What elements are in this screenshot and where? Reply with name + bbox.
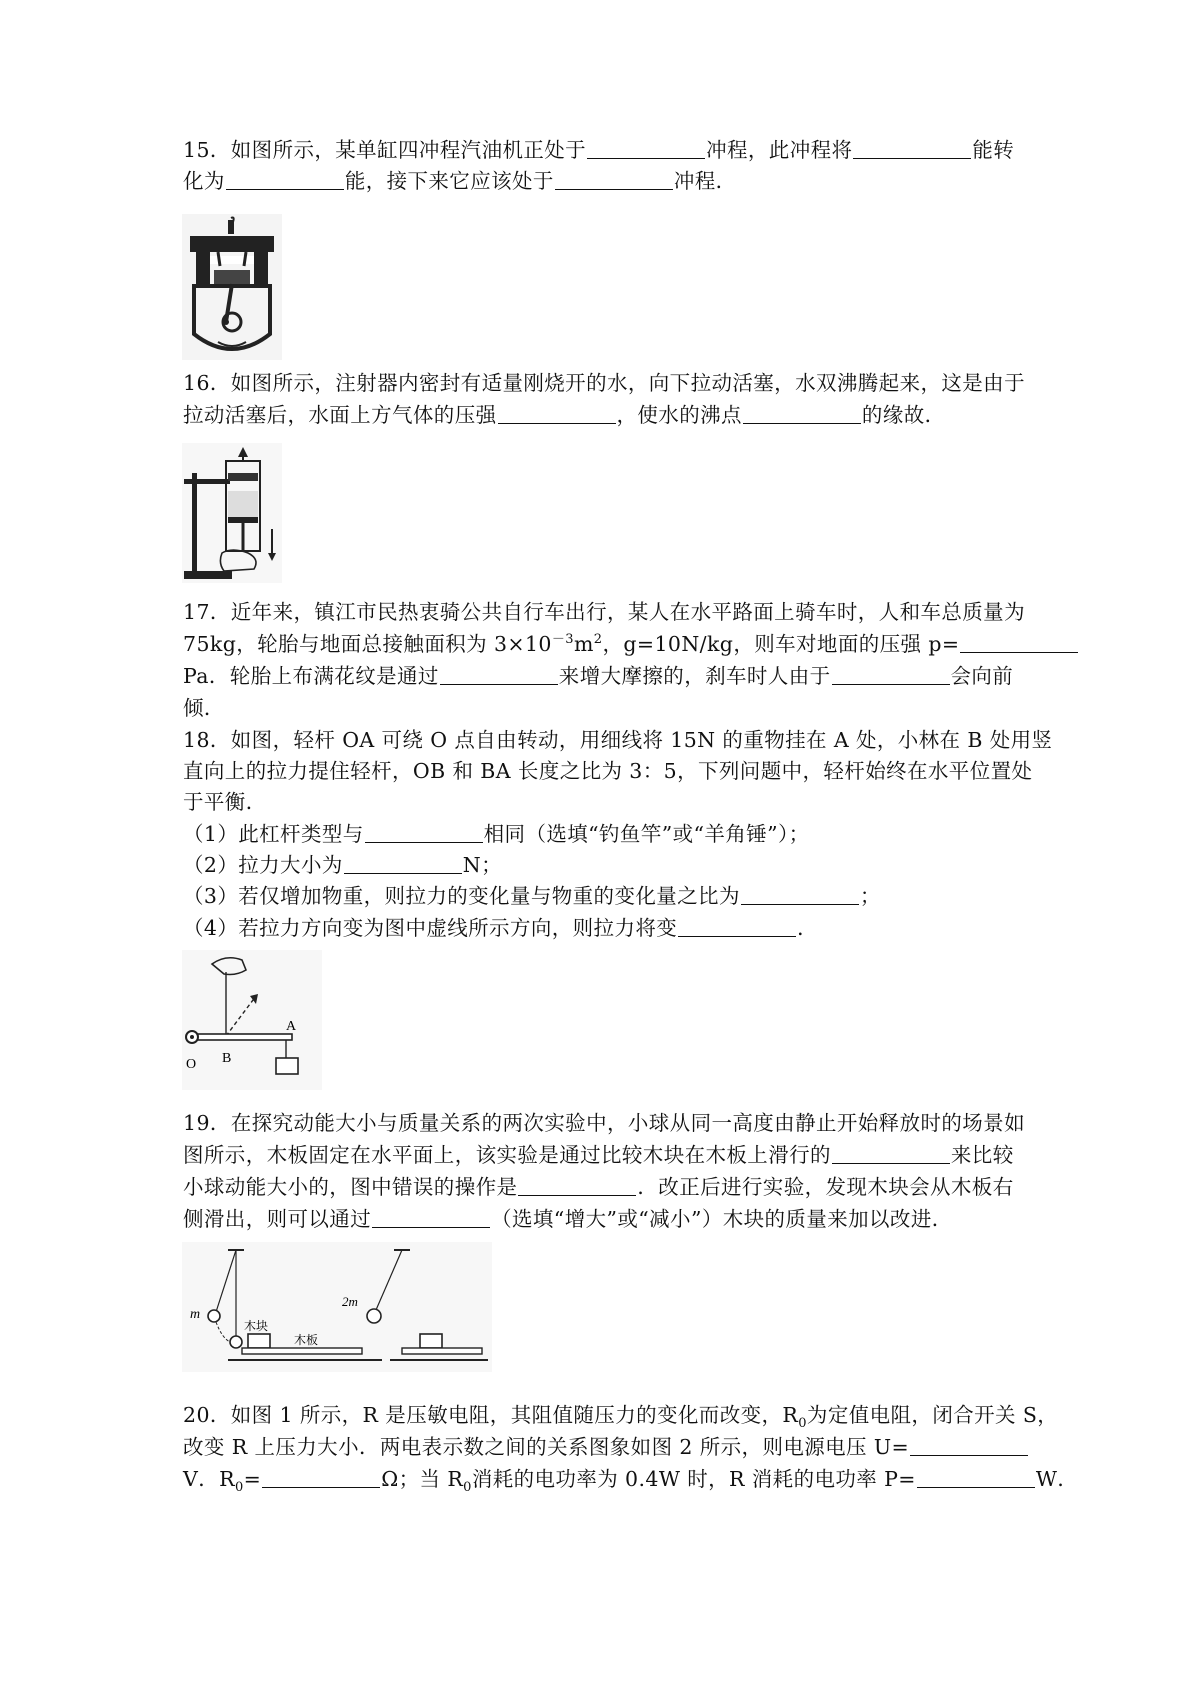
q15-line-2: 化为 能，接下来它应该处于 冲程．	[183, 169, 737, 193]
q19-line-4: 侧滑出，则可以通过 （选填“增大”或“减小”）木块的质量来加以改进．	[183, 1207, 953, 1231]
q19-line-3: 小球动能大小的，图中错误的操作是 ．改正后进行实验，发现木块会从木板右	[183, 1175, 1014, 1199]
answer-blank[interactable]	[365, 822, 483, 843]
q18-line-2: 直向上的拉力提住轻杆，OB 和 BA 长度之比为 3：5，下列问题中，轻杆始终在水平位置处	[183, 759, 1033, 783]
answer-blank[interactable]	[832, 664, 950, 685]
q18-sub-2: （2）拉力大小为 N；	[183, 853, 502, 877]
label-board: 木板	[294, 1333, 319, 1347]
answer-blank[interactable]	[344, 853, 462, 874]
q19-line-1: 19．在探究动能大小与质量关系的两次实验中，小球从同一高度由静止开始释放时的场景如	[183, 1111, 1025, 1135]
answer-blank[interactable]	[555, 169, 673, 190]
q18-sub-1: （1）此杠杆类型与 相同（选填“钓鱼竿”或“羊角锤”）；	[183, 822, 810, 846]
engine-figure	[182, 214, 282, 360]
q18-sub-3: （3）若仅增加物重，则拉力的变化量与物重的变化量之比为 ；	[183, 884, 881, 908]
q16-line-2: 拉动活塞后，水面上方气体的压强 ，使水的沸点 的缘故．	[183, 403, 946, 427]
answer-blank[interactable]	[832, 1143, 950, 1164]
answer-blank[interactable]	[910, 1435, 1028, 1456]
label-m: m	[190, 1307, 201, 1322]
q20-line-2: 改变 R 上压力大小．两电表示数之间的关系图象如图 2 所示，则电源电压 U=	[183, 1433, 1028, 1461]
q17-line-3: Pa．轮胎上布满花纹是通过 来增大摩擦的，刹车时人由于 会向前	[183, 664, 1014, 688]
q17-line-1: 17．近年来，镇江市民热衷骑公共自行车出行，某人在水平路面上骑车时，人和车总质量为	[183, 600, 1025, 624]
answer-blank[interactable]	[741, 884, 859, 905]
q18-line-1: 18．如图，轻杆 OA 可绕 O 点自由转动，用细线将 15N 的重物挂在 A 处，小林在 B 处用竖	[183, 728, 1053, 752]
pendulum-figure	[182, 1242, 492, 1372]
q18-line-3: 于平衡．	[183, 790, 267, 814]
answer-blank[interactable]	[960, 632, 1078, 653]
answer-blank[interactable]	[587, 138, 705, 159]
answer-blank[interactable]	[498, 403, 616, 424]
label-2m: 2m	[342, 1294, 358, 1309]
q20-line-3: V．$R_0= \Omega$；当 $R_0$消耗的电功率为 0.4W 时，R 消耗的电功率 P= W．	[183, 1467, 1079, 1496]
q19-line-2: 图所示，木板固定在水平面上，该实验是通过比较木块在木板上滑行的 来比较	[183, 1143, 1014, 1167]
q15-line-1: 15．如图所示，某单缸四冲程汽油机正处于 冲程，此冲程将 能转	[183, 138, 1015, 162]
label-o: O	[186, 1057, 197, 1072]
answer-blank[interactable]	[743, 403, 861, 424]
q18-sub-4: （4）若拉力方向变为图中虚线所示方向，则拉力将变 ．	[183, 916, 819, 940]
q17-line-4: 倾．	[183, 696, 225, 720]
lever-figure	[182, 950, 322, 1090]
label-a: A	[286, 1019, 297, 1034]
q17-line-2: 75kg，轮胎与地面总接触面积为 $3\times 10^{-3}m^2$，g=10N/kg，则车对地面的压强 p=	[183, 630, 1028, 658]
answer-blank[interactable]	[518, 1175, 636, 1196]
answer-blank[interactable]	[678, 916, 796, 937]
answer-blank[interactable]	[853, 138, 971, 159]
answer-blank[interactable]	[226, 169, 344, 190]
answer-blank[interactable]	[372, 1207, 490, 1228]
label-block: 木块	[244, 1319, 269, 1333]
q20-line-1: 20．如图 1 所示，R 是压敏电阻，其阻值随压力的变化而改变，$R_0$为定值电阻，闭合开关 S，	[183, 1403, 1059, 1432]
answer-blank[interactable]	[262, 1467, 380, 1488]
answer-blank[interactable]	[440, 664, 558, 685]
syringe-figure	[182, 443, 282, 583]
answer-blank[interactable]	[917, 1467, 1035, 1488]
q16-line-1: 16．如图所示，注射器内密封有适量刚烧开的水，向下拉动活塞，水双沸腾起来，这是由于	[183, 371, 1025, 395]
label-b: B	[222, 1051, 232, 1066]
